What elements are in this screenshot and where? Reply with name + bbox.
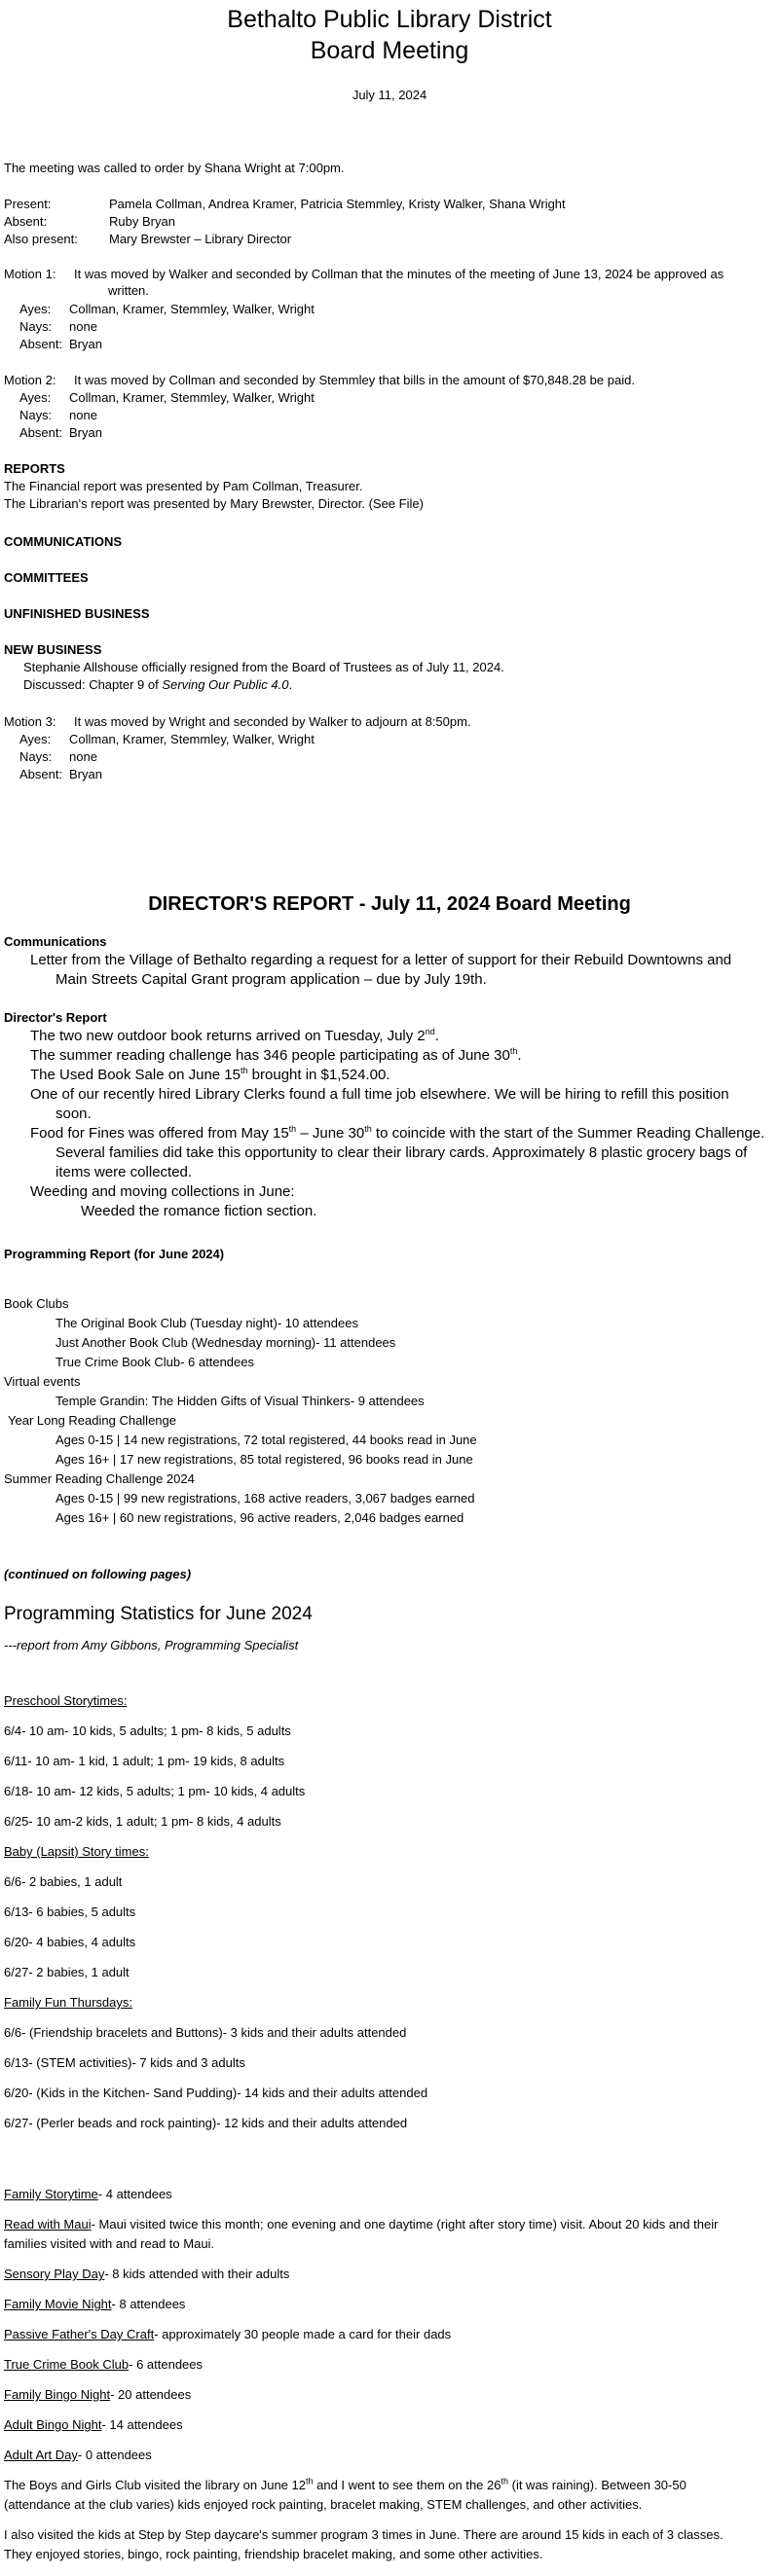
director-item: The two new outdoor book returns arrived on Tuesday, July 2nd. <box>30 1027 439 1044</box>
director-report-subheading: Director's Report <box>4 1010 107 1025</box>
director-item-cont: Several families did take this opportunity to clear their library cards. Approximately 8 plastic grocery bags of <box>56 1144 748 1161</box>
director-communications-text: Letter from the Village of Bethalto regarding a request for a letter of support for their Rebuild Downtowns and <box>30 952 732 968</box>
nays-label: Nays: <box>19 408 53 422</box>
true-crime-line: True Crime Book Club- 6 attendees <box>4 2357 204 2372</box>
preschool-item: 6/11- 10 am- 1 kid, 1 adult; 1 pm- 19 kids, 8 adults <box>4 1754 285 1768</box>
ayes-value: Collman, Kramer, Stemmley, Walker, Wright <box>69 390 315 405</box>
new-business-item: Discussed: Chapter 9 of Serving Our Public 4.0. <box>23 677 293 692</box>
ayes-value: Collman, Kramer, Stemmley, Walker, Wright <box>69 732 315 746</box>
nays-value: none <box>69 319 97 334</box>
baby-item: 6/13- 6 babies, 5 adults <box>4 1905 136 1919</box>
baby-item: 6/27- 2 babies, 1 adult <box>4 1965 130 1979</box>
family-storytime-line: Family Storytime- 4 attendees <box>4 2187 172 2201</box>
virtual-events-heading: Virtual events <box>4 1374 81 1389</box>
document-subtitle: Board Meeting <box>310 37 469 64</box>
call-to-order: The meeting was called to order by Shana Wright at 7:00pm. <box>4 161 345 175</box>
year-long-heading: Year Long Reading Challenge <box>8 1413 176 1428</box>
family-bingo-line: Family Bingo Night- 20 attendees <box>4 2387 192 2402</box>
motion-2-label: Motion 2: <box>4 373 56 387</box>
reports-heading: REPORTS <box>4 461 65 476</box>
communications-heading: COMMUNICATIONS <box>4 534 123 549</box>
ayes-label: Ayes: <box>19 302 52 316</box>
vote-absent-value: Bryan <box>69 425 102 440</box>
director-item: The Used Book Sale on June 15th brought in $1,524.00. <box>30 1066 390 1083</box>
director-subitem: Weeded the romance fiction section. <box>81 1203 317 1219</box>
book-club-item: The Original Book Club (Tuesday night)- 10 attendees <box>56 1316 358 1330</box>
director-item: Food for Fines was offered from May 15th – June 30th to coincide with the start of the Summer Reading Challenge. <box>30 1124 765 1142</box>
boys-girls-club-cont: (attendance at the club varies) kids enjoyed rock painting, bracelet making, STEM challenges, and other activities. <box>4 2497 643 2512</box>
director-item: The summer reading challenge has 346 people participating as of June 30th. <box>30 1046 522 1064</box>
motion-3-text: It was moved by Wright and seconded by Walker to adjourn at 8:50pm. <box>74 714 471 729</box>
new-business-item: Stephanie Allshouse officially resigned from the Board of Trustees as of July 11, 2024. <box>23 660 504 674</box>
ayes-value: Collman, Kramer, Stemmley, Walker, Wright <box>69 302 315 316</box>
ayes-label: Ayes: <box>19 732 52 746</box>
daycare-cont: They enjoyed stories, bingo, rock painting, friendship bracelet making, and some other activities. <box>4 2547 543 2561</box>
read-with-maui-cont: families visited with and read to Maui. <box>4 2236 215 2251</box>
director-item-cont: soon. <box>56 1106 92 1122</box>
vote-absent-value: Bryan <box>69 767 102 781</box>
nays-label: Nays: <box>19 319 53 334</box>
director-item: Weeding and moving collections in June: <box>30 1183 295 1200</box>
vote-absent-label: Absent: <box>19 767 63 781</box>
family-fun-item: 6/13- (STEM activities)- 7 kids and 3 adults <box>4 2055 245 2070</box>
programming-report-heading: Programming Report (for June 2024) <box>4 1247 225 1261</box>
motion-3-label: Motion 3: <box>4 714 56 729</box>
nays-value: none <box>69 408 97 422</box>
new-business-heading: NEW BUSINESS <box>4 642 102 657</box>
book-title: Serving Our Public 4.0 <box>162 677 289 692</box>
meeting-date: July 11, 2024 <box>352 88 427 102</box>
present-value: Pamela Collman, Andrea Kramer, Patricia Stemmley, Kristy Walker, Shana Wright <box>109 197 566 211</box>
director-communications-text-cont: Main Streets Capital Grant program application – due by July 19th. <box>56 971 487 988</box>
nays-value: none <box>69 749 97 764</box>
statistics-byline: ---report from Amy Gibbons, Programming Specialist <box>4 1638 299 1652</box>
motion-1-text: It was moved by Walker and seconded by Collman that the minutes of the meeting of June 13, 2024 be approved as <box>74 267 724 281</box>
preschool-item: 6/4- 10 am- 10 kids, 5 adults; 1 pm- 8 kids, 5 adults <box>4 1723 291 1738</box>
motion-2-text: It was moved by Collman and seconded by Stemmley that bills in the amount of $70,848.28 be paid. <box>74 373 635 387</box>
absent-label: Absent: <box>4 214 48 229</box>
ayes-label: Ayes: <box>19 390 52 405</box>
read-with-maui-line: Read with Maui- Maui visited twice this month; one evening and one daytime (right after story time) visit. About 20 kids and their <box>4 2217 719 2231</box>
present-label: Present: <box>4 197 52 211</box>
librarian-report: The Librarian's report was presented by Mary Brewster, Director. (See File) <box>4 496 424 511</box>
adult-art-line: Adult Art Day- 0 attendees <box>4 2448 152 2462</box>
committees-heading: COMMITTEES <box>4 570 89 585</box>
director-item: One of our recently hired Library Clerks found a full time job elsewhere. We will be hiring to refill this position <box>30 1086 729 1103</box>
director-item-cont: items were collected. <box>56 1164 193 1180</box>
summer-reading-item: Ages 0-15 | 99 new registrations, 168 active readers, 3,067 badges earned <box>56 1491 475 1506</box>
baby-storytimes-heading: Baby (Lapsit) Story times: <box>4 1844 149 1859</box>
family-fun-heading: Family Fun Thursdays: <box>4 1995 132 2010</box>
baby-item: 6/20- 4 babies, 4 adults <box>4 1935 136 1949</box>
daycare-line: I also visited the kids at Step by Step daycare's summer program 3 times in June. There are around 15 kids in each of 3 classes. <box>4 2527 723 2542</box>
director-communications-heading: Communications <box>4 934 107 949</box>
preschool-item: 6/25- 10 am-2 kids, 1 adult; 1 pm- 8 kids, 4 adults <box>4 1814 281 1829</box>
family-fun-item: 6/6- (Friendship bracelets and Buttons)- 3 kids and their adults attended <box>4 2025 407 2040</box>
preschool-item: 6/18- 10 am- 12 kids, 5 adults; 1 pm- 10 kids, 4 adults <box>4 1784 306 1798</box>
preschool-storytimes-heading: Preschool Storytimes: <box>4 1693 128 1708</box>
continued-note: (continued on following pages) <box>4 1567 192 1581</box>
family-fun-item: 6/20- (Kids in the Kitchen- Sand Pudding)- 14 kids and their adults attended <box>4 2086 428 2100</box>
summer-reading-heading: Summer Reading Challenge 2024 <box>4 1471 195 1486</box>
motion-1-text-cont: written. <box>108 283 149 298</box>
year-long-item: Ages 16+ | 17 new registrations, 85 total registered, 96 books read in June <box>56 1452 473 1467</box>
fathers-day-line: Passive Father's Day Craft- approximately 30 people made a card for their dads <box>4 2327 452 2341</box>
movie-night-line: Family Movie Night- 8 attendees <box>4 2297 186 2311</box>
also-present-value: Mary Brewster – Library Director <box>109 232 292 246</box>
document-title: Bethalto Public Library District <box>227 6 552 33</box>
book-club-item: True Crime Book Club- 6 attendees <box>56 1355 255 1369</box>
book-club-item: Just Another Book Club (Wednesday morning)- 11 attendees <box>56 1335 396 1350</box>
motion-1-label: Motion 1: <box>4 267 56 281</box>
unfinished-business-heading: UNFINISHED BUSINESS <box>4 606 150 621</box>
baby-item: 6/6- 2 babies, 1 adult <box>4 1874 123 1889</box>
year-long-item: Ages 0-15 | 14 new registrations, 72 total registered, 44 books read in June <box>56 1433 477 1447</box>
book-clubs-heading: Book Clubs <box>4 1296 69 1311</box>
sensory-play-line: Sensory Play Day- 8 kids attended with their adults <box>4 2267 290 2281</box>
vote-absent-value: Bryan <box>69 337 102 351</box>
summer-reading-item: Ages 16+ | 60 new registrations, 96 active readers, 2,046 badges earned <box>56 1510 464 1525</box>
family-fun-item: 6/27- (Perler beads and rock painting)- 12 kids and their adults attended <box>4 2116 408 2130</box>
virtual-event-item: Temple Grandin: The Hidden Gifts of Visual Thinkers- 9 attendees <box>56 1394 425 1408</box>
absent-value: Ruby Bryan <box>109 214 175 229</box>
director-report-heading: DIRECTOR'S REPORT - July 11, 2024 Board Meeting <box>148 893 631 915</box>
statistics-heading: Programming Statistics for June 2024 <box>4 1604 313 1624</box>
boys-girls-club-line: The Boys and Girls Club visited the library on June 12th and I went to see them on the 26th (it was raining). Between 30-50 <box>4 2476 686 2492</box>
also-present-label: Also present: <box>4 232 78 246</box>
vote-absent-label: Absent: <box>19 425 63 440</box>
financial-report: The Financial report was presented by Pam Collman, Treasurer. <box>4 479 363 493</box>
adult-bingo-line: Adult Bingo Night- 14 attendees <box>4 2417 183 2432</box>
nays-label: Nays: <box>19 749 53 764</box>
vote-absent-label: Absent: <box>19 337 63 351</box>
